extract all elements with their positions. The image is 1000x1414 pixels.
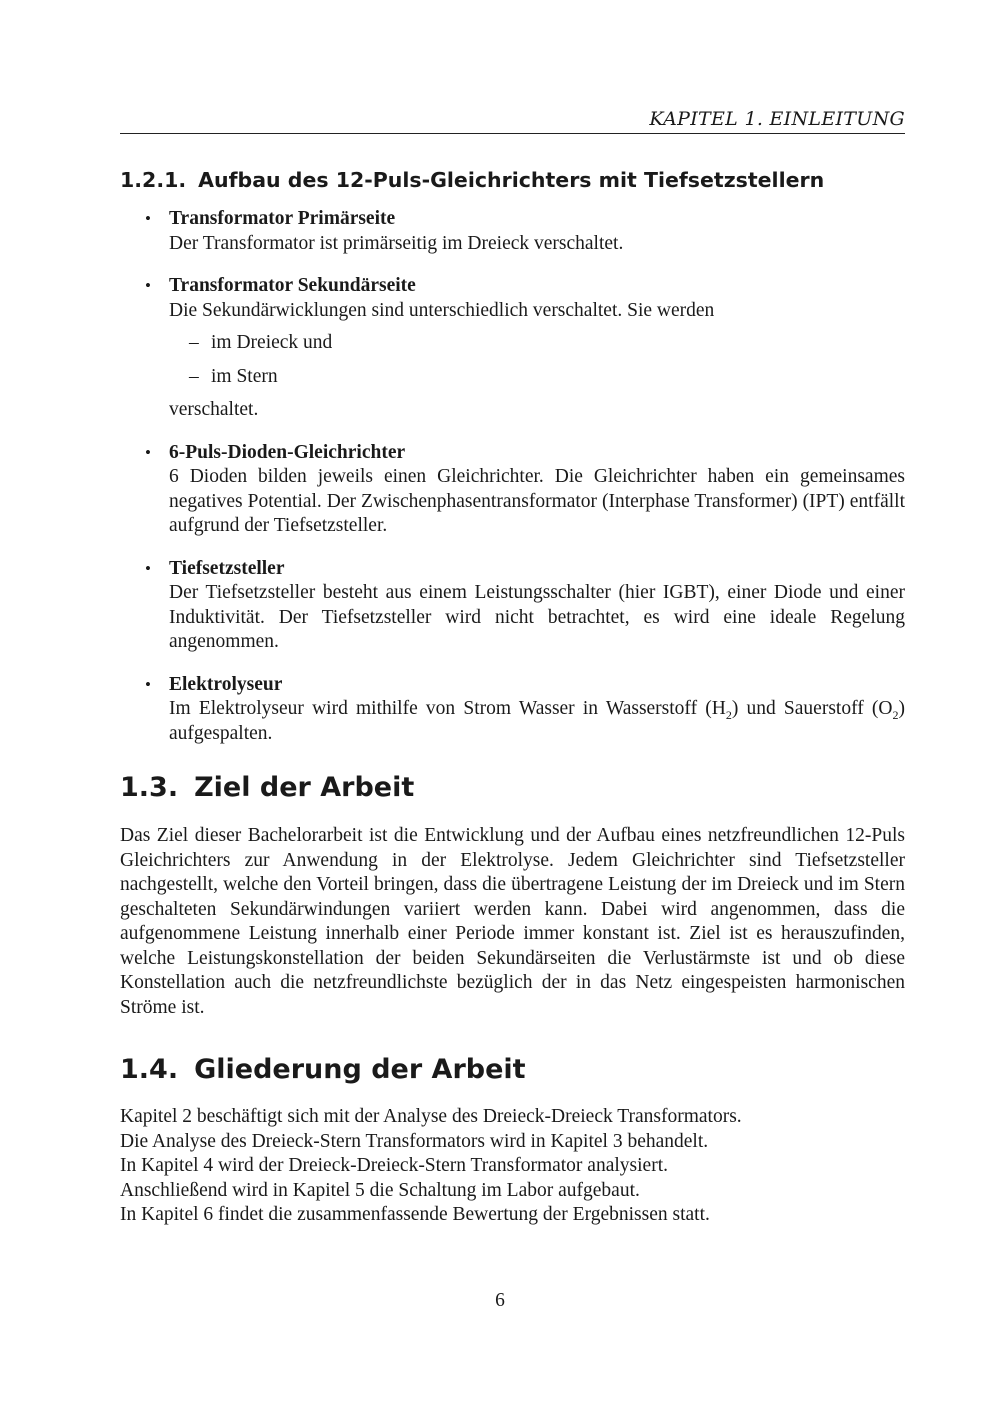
- sublist: [169, 331, 905, 389]
- text-segment: Im Elektrolyseur wird mithilfe von Strom Wasser in Wasserstoff (H: [169, 698, 726, 719]
- outline-line: Die Analyse des Dreieck-Stern Transformators wird in Kapitel 3 behandelt.: [120, 1130, 709, 1152]
- list-item: [120, 207, 905, 256]
- outline-line: Kapitel 2 beschäftigt sich mit der Analyse des Dreieck-Dreieck Transformators.: [120, 1106, 742, 1127]
- item-text: [169, 697, 905, 746]
- dash: –: [189, 332, 199, 353]
- item-title: Transformator Sekundärseite: [169, 275, 416, 296]
- item-text: Der Tiefsetzsteller besteht aus einem Leistungsschalter (hier IGBT), einer Diode und einer Induktivität. Der Tiefsetzsteller wird nicht betrachtet, es wird eine ideale Regelung angenommen.: [169, 582, 905, 652]
- goal-paragraph: Das Ziel dieser Bachelorarbeit ist die Entwicklung und der Aufbau eines netzfreundlichen 12-Puls Gleichrichters zur Anwendung in der Elektrolyse. Jedem Gleichrichter sind Tiefsetzsteller nachgestellt, welche den Vorteil bringen, dass die übertragene Leistung der im Dreieck und im Stern geschalteten Sekundärwindungen variiert werden kann. Dabei wird angenommen, dass die aufgenommene Leistung innerhalb einer Periode immer konstant ist. Ziel ist es herauszufinden, welche Leistungskonstellation der beiden Sekundärseiten die Verlustärmste ist und ob diese Konstellation auch die netzfreundlichste bezüglich der in das Netz eingespeisten harmonischen Ströme ist.: [120, 825, 905, 1018]
- sublist-item-text: im Stern: [211, 365, 278, 387]
- outline-line: In Kapitel 6 findet die zusammenfassende Bewertung der Ergebnissen statt.: [120, 1204, 710, 1225]
- item-title: Tiefsetzsteller: [169, 557, 285, 579]
- section-title: Ziel der Arbeit: [194, 772, 415, 803]
- list-item: [120, 441, 905, 539]
- bullet: •: [145, 209, 151, 228]
- text-segment: ) aufgespalten.: [169, 698, 905, 744]
- bullet: •: [145, 674, 151, 694]
- subsection-number: 1.2.1.: [120, 168, 187, 192]
- item-title: Elektrolyseur: [169, 673, 283, 695]
- bullet: •: [145, 558, 151, 578]
- component-list: [120, 207, 905, 764]
- subscript: 2: [892, 707, 899, 722]
- section-number: 1.3.: [120, 772, 179, 803]
- header-rule: [120, 133, 905, 134]
- running-head: KAPITEL 1. EINLEITUNG: [649, 108, 905, 130]
- text-segment: ) und Sauerstoff (O: [731, 698, 893, 719]
- outline-lines: [120, 1105, 905, 1228]
- item-text: Die Sekundärwicklungen sind unterschiedlich verschaltet. Sie werden: [169, 299, 715, 321]
- subscript: 2: [725, 707, 732, 722]
- list-item: [120, 274, 905, 423]
- bullet: •: [145, 276, 151, 295]
- outline-line: In Kapitel 4 wird der Dreieck-Dreieck-Stern Transformator analysiert.: [120, 1155, 668, 1176]
- item-text-after: verschaltet.: [169, 399, 259, 420]
- section-title: Gliederung der Arbeit: [194, 1054, 526, 1085]
- subsection-title: Aufbau des 12-Puls-Gleichrichters mit Tiefsetzstellern: [198, 168, 825, 192]
- item-text: 6 Dioden bilden jeweils einen Gleichrichter. Die Gleichrichter haben ein gemeinsames negatives Potential. Der Zwischenphasentransformator (Interphase Transformer) (IPT) entfällt aufgrund der Tiefsetzsteller.: [169, 466, 905, 536]
- outline-line: Anschließend wird in Kapitel 5 die Schaltung im Labor aufgebaut.: [120, 1179, 640, 1201]
- page-number: 6: [495, 1290, 505, 1311]
- section-number: 1.4.: [120, 1054, 179, 1085]
- sublist-item: [169, 365, 905, 390]
- item-text: Der Transformator ist primärseitig im Dreieck verschaltet.: [169, 232, 624, 254]
- section-heading: [120, 772, 414, 803]
- subsection-heading: [120, 168, 824, 192]
- sublist-item: [169, 331, 905, 356]
- bullet: •: [145, 442, 151, 462]
- list-item: [120, 557, 905, 655]
- item-title: 6-Puls-Dioden-Gleichrichter: [169, 441, 406, 463]
- sublist-item-text: im Dreieck und: [211, 332, 333, 353]
- dash: –: [189, 365, 199, 387]
- list-item: [120, 673, 905, 747]
- section-heading: [120, 1054, 526, 1085]
- item-title: Transformator Primärseite: [169, 208, 396, 229]
